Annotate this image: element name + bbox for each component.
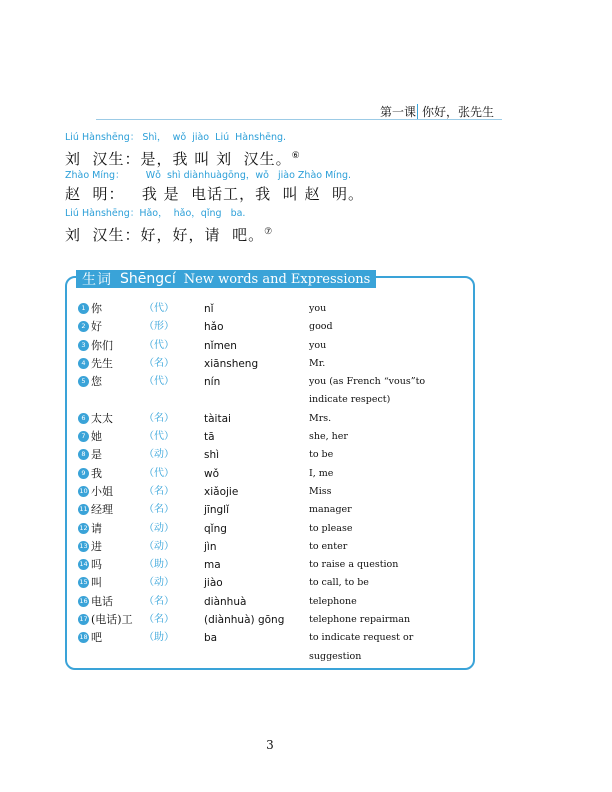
item-number: 14 bbox=[79, 560, 88, 569]
vocab-item bbox=[78, 556, 468, 574]
header-divider bbox=[417, 104, 418, 119]
item-word: 我 bbox=[91, 466, 102, 480]
item-gloss: to call, to be bbox=[309, 577, 369, 589]
item-gloss: she, her bbox=[309, 431, 348, 443]
item-pos: （名） bbox=[144, 504, 174, 516]
page-number: 3 bbox=[266, 738, 274, 752]
dialog-line-1 bbox=[65, 145, 485, 167]
item-number: 9 bbox=[78, 468, 89, 479]
dialog-pinyin-1: Liú Hànshēng： Shì， wǒ jiào Liú Hànshēng. bbox=[65, 132, 287, 143]
item-pos: （代） bbox=[144, 303, 174, 314]
item-gloss: you bbox=[309, 339, 327, 351]
lesson-title: 你好，张先生 bbox=[422, 105, 495, 119]
item-pinyin: nǐmen bbox=[204, 339, 237, 352]
item-pinyin: tàitai bbox=[204, 412, 231, 425]
item-word: 您 bbox=[91, 375, 102, 389]
item-pinyin: xiānsheng bbox=[204, 357, 259, 370]
dialogue bbox=[65, 131, 485, 245]
item-word: 好 bbox=[91, 320, 102, 334]
item-pinyin: qǐng bbox=[204, 522, 227, 535]
vocabulary-heading bbox=[76, 270, 376, 288]
item-pos: （代） bbox=[144, 431, 174, 443]
item-pinyin: (diànhuà) gōng bbox=[204, 614, 285, 627]
vocab-title-english: New words and Expressions bbox=[183, 271, 371, 287]
item-pos: （名） bbox=[144, 412, 174, 424]
vocab-item bbox=[78, 483, 468, 501]
item-number: 11 bbox=[79, 505, 88, 514]
item-gloss: to please bbox=[309, 522, 353, 534]
item-number: 2 bbox=[78, 321, 89, 332]
vocab-item bbox=[78, 593, 468, 611]
item-pinyin: nǐ bbox=[204, 303, 214, 315]
item-word: 你们 bbox=[91, 338, 113, 352]
item-pos: （名） bbox=[144, 614, 174, 626]
vocabulary-list bbox=[78, 300, 468, 666]
item-pos: （动） bbox=[144, 540, 174, 552]
item-number: 12 bbox=[79, 523, 88, 532]
vocab-item bbox=[78, 611, 468, 629]
lesson-number: 第一课 bbox=[380, 105, 417, 119]
item-number: 4 bbox=[78, 358, 89, 369]
item-gloss: telephone bbox=[309, 595, 357, 607]
dialog-chinese-1: 刘 汉生：是，我 叫 刘 汉生。 bbox=[65, 150, 292, 168]
item-pinyin: jīnglǐ bbox=[204, 504, 229, 517]
vocab-item bbox=[78, 574, 468, 592]
item-pinyin: jiào bbox=[204, 577, 223, 590]
item-pos: （助） bbox=[144, 632, 174, 644]
item-pinyin: shì bbox=[204, 449, 220, 462]
item-gloss: Mrs. bbox=[309, 412, 332, 424]
vocab-title-chinese: 生词 bbox=[82, 272, 112, 288]
item-pos: （代） bbox=[144, 376, 174, 388]
item-word: 电话 bbox=[91, 594, 113, 608]
item-gloss: to indicate request or suggestion bbox=[309, 632, 414, 662]
vocab-item bbox=[78, 538, 468, 556]
item-pos: （代） bbox=[144, 339, 174, 351]
item-number: 6 bbox=[78, 413, 89, 424]
item-number: 18 bbox=[79, 633, 88, 642]
item-number: 8 bbox=[78, 449, 89, 460]
vocab-item bbox=[78, 465, 468, 483]
item-number: 5 bbox=[78, 376, 89, 387]
vocab-item bbox=[78, 520, 468, 538]
item-pos: （动） bbox=[144, 577, 174, 589]
item-gloss: to enter bbox=[309, 540, 348, 552]
item-word: 请 bbox=[91, 521, 102, 535]
item-gloss: you (as French “vous”to indicate respect) bbox=[309, 376, 426, 406]
vocab-title-pinyin: Shēngcí bbox=[120, 271, 176, 287]
item-word: 你 bbox=[91, 302, 102, 315]
item-pinyin: tā bbox=[204, 431, 215, 444]
item-pos: （动） bbox=[144, 522, 174, 534]
item-pinyin: nín bbox=[204, 376, 221, 389]
item-gloss: telephone repairman bbox=[309, 614, 411, 626]
item-number: 3 bbox=[78, 340, 89, 351]
item-number: 16 bbox=[79, 596, 88, 605]
item-word: 进 bbox=[91, 539, 102, 553]
vocab-item bbox=[78, 355, 468, 373]
item-pos: （名） bbox=[144, 595, 174, 607]
item-number: 1 bbox=[78, 303, 89, 314]
item-pinyin: jìn bbox=[204, 540, 217, 553]
dialog-pinyin-2: Zhào Míng： Wǒ shì diànhuàgōng，wǒ jiào Zhào Míng. bbox=[65, 170, 352, 181]
dialog-line-2 bbox=[65, 183, 485, 205]
item-word: 是 bbox=[91, 448, 102, 462]
item-number: 17 bbox=[79, 615, 88, 624]
dialog-pinyin-3: Liú Hànshēng：Hǎo， hǎo，qǐng ba. bbox=[65, 208, 246, 219]
item-word: (电话)工 bbox=[91, 613, 133, 627]
item-pinyin: diànhuà bbox=[204, 595, 247, 608]
item-pos: （名） bbox=[144, 485, 174, 497]
vocab-item bbox=[78, 373, 468, 410]
item-gloss: good bbox=[309, 321, 333, 333]
item-word: 她 bbox=[91, 430, 102, 444]
item-number: 10 bbox=[79, 486, 88, 495]
vocab-item bbox=[78, 300, 468, 318]
item-number: 15 bbox=[79, 578, 88, 587]
item-pos: （助） bbox=[144, 559, 174, 571]
footnote-marker: ⑦ bbox=[264, 227, 273, 237]
vocab-item bbox=[78, 318, 468, 336]
item-number: 7 bbox=[78, 431, 89, 442]
item-gloss: I, me bbox=[309, 467, 334, 479]
item-gloss: to be bbox=[309, 449, 334, 461]
item-word: 先生 bbox=[91, 356, 113, 370]
item-word: 经理 bbox=[91, 503, 113, 517]
vocab-item bbox=[78, 629, 468, 666]
dialog-chinese-3: 刘 汉生：好，好，请 吧。 bbox=[65, 226, 265, 244]
vocab-item bbox=[78, 410, 468, 428]
header-rule bbox=[96, 119, 502, 120]
vocab-item bbox=[78, 501, 468, 519]
vocab-item bbox=[78, 428, 468, 446]
item-word: 太太 bbox=[91, 411, 113, 425]
item-pos: （名） bbox=[144, 357, 174, 369]
dialog-line-3 bbox=[65, 221, 485, 243]
item-word: 小姐 bbox=[91, 484, 113, 498]
vocab-item bbox=[78, 337, 468, 355]
dialog-chinese-2: 赵 明： 我 是 电话工，我 叫 赵 明。 bbox=[65, 185, 364, 203]
item-number: 13 bbox=[79, 541, 88, 550]
item-pos: （形） bbox=[144, 321, 174, 333]
running-header bbox=[372, 104, 502, 120]
item-pos: （动） bbox=[144, 449, 174, 461]
item-pinyin: ma bbox=[204, 559, 221, 572]
item-gloss: Miss bbox=[309, 485, 332, 497]
item-pinyin: hǎo bbox=[204, 321, 224, 334]
item-gloss: manager bbox=[309, 504, 352, 516]
item-gloss: Mr. bbox=[309, 357, 326, 369]
item-gloss: you bbox=[309, 303, 327, 314]
vocab-item bbox=[78, 446, 468, 464]
item-gloss: to raise a question bbox=[309, 559, 399, 571]
item-pos: （代） bbox=[144, 467, 174, 479]
footnote-marker: ⑥ bbox=[291, 151, 300, 161]
item-word: 叫 bbox=[91, 576, 102, 590]
item-pinyin: ba bbox=[204, 632, 218, 645]
item-pinyin: xiǎojie bbox=[204, 485, 239, 498]
item-word: 吗 bbox=[91, 558, 102, 572]
item-pinyin: wǒ bbox=[204, 467, 220, 480]
item-word: 吧 bbox=[91, 631, 102, 645]
